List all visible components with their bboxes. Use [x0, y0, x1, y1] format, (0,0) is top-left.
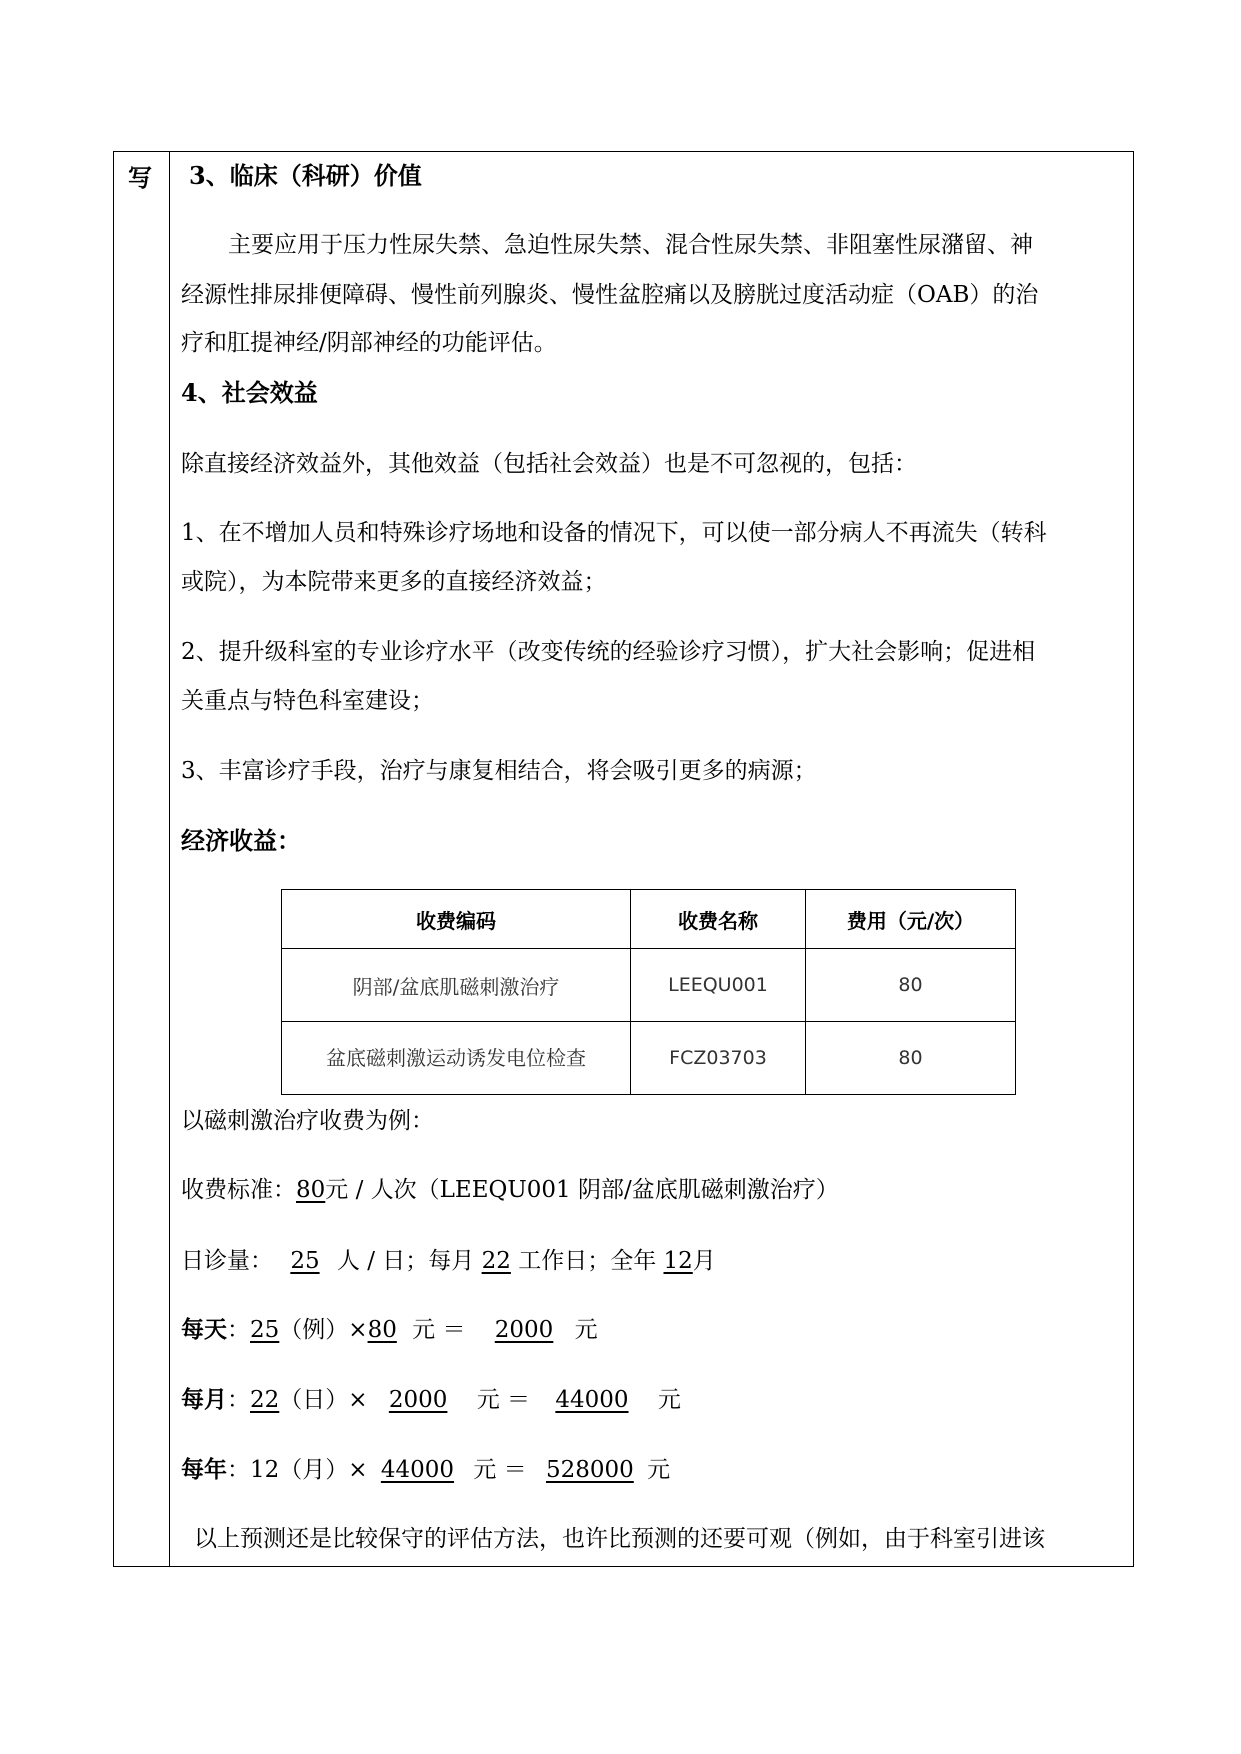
- section3-heading: 3、临床（科研）价值: [189, 161, 422, 190]
- monthly-eq: 元 ＝: [476, 1387, 531, 1413]
- standard-rest: 元 / 人次（LEEQU001 阴部/盆底肌磁刺激治疗）: [325, 1177, 839, 1203]
- section3-line-3: 疗和肛提神经/阴部神经的功能评估。: [181, 330, 557, 356]
- row2-fee: 80: [806, 1022, 1016, 1095]
- volume-workdays: 22: [481, 1248, 511, 1274]
- row2-name: FCZ03703: [631, 1022, 806, 1095]
- volume-line: [181, 1246, 716, 1276]
- section4-item1-line-1: 1、在不增加人员和特殊诊疗场地和设备的情况下，可以使一部分病人不再流失（转科: [181, 520, 1047, 546]
- section4-intro: 除直接经济效益外，其他效益（包括社会效益）也是不可忽视的，包括：: [181, 451, 917, 477]
- volume-months: 12: [663, 1248, 693, 1274]
- daily-eq: 元 ＝: [412, 1317, 466, 1343]
- yearly-eq: 元 ＝: [473, 1457, 527, 1483]
- daily-sep: ：: [227, 1317, 250, 1343]
- side-label: 写: [128, 163, 152, 192]
- monthly-line: [181, 1385, 681, 1415]
- header-fee: 费用（元/次）: [806, 890, 1016, 949]
- volume-mid1: 人 / 日；每月: [336, 1248, 475, 1274]
- yearly-result: 528000: [545, 1457, 634, 1483]
- section4-item2-line-1: 2、提升级科室的专业诊疗水平（改变传统的经验诊疗习惯），扩大社会影响；促进相: [181, 639, 1036, 665]
- conclusion-line: 以上预测还是比较保守的评估方法，也许比预测的还要可观（例如，由于科室引进该: [194, 1526, 1045, 1552]
- header-name: 收费名称: [631, 890, 806, 949]
- example-line: 以磁刺激治疗收费为例：: [181, 1108, 434, 1134]
- row1-name: LEEQU001: [631, 949, 806, 1022]
- row1-code: 阴部/盆底肌磁刺激治疗: [282, 949, 631, 1022]
- yearly-line: [181, 1455, 670, 1485]
- volume-mid2: 工作日；全年: [518, 1248, 657, 1274]
- section3-line-1: 主要应用于压力性尿失禁、急迫性尿失禁、混合性尿失禁、非阻塞性尿潴留、神: [228, 232, 1033, 258]
- daily-price: 80: [367, 1317, 397, 1343]
- daily-unit: 元: [574, 1317, 598, 1343]
- daily-cases: 25: [250, 1317, 280, 1343]
- yearly-unit: 元: [647, 1457, 671, 1483]
- fee-table: [281, 889, 1016, 1095]
- section4-item3: 3、丰富诊疗手段，治疗与康复相结合，将会吸引更多的病源；: [181, 758, 817, 784]
- monthly-result: 44000: [555, 1387, 629, 1413]
- daily-result: 2000: [494, 1317, 554, 1343]
- yearly-months: 12: [250, 1457, 280, 1483]
- section4-item1-line-2: 或院），为本院带来更多的直接经济效益；: [181, 569, 607, 595]
- standard-line: [181, 1175, 839, 1205]
- monthly-mid: （日）×: [279, 1387, 368, 1413]
- yearly-mid: （月）×: [279, 1457, 368, 1483]
- daily-line: [181, 1315, 598, 1345]
- yearly-value: 44000: [380, 1457, 455, 1483]
- monthly-unit: 元: [657, 1387, 681, 1413]
- monthly-label: 每月: [181, 1386, 227, 1413]
- section4-heading: 4、社会效益: [181, 378, 318, 407]
- standard-prefix: 收费标准：: [181, 1177, 296, 1203]
- monthly-sep: ：: [227, 1387, 250, 1413]
- fee-table-header: [282, 890, 1016, 949]
- volume-per-day: 25: [290, 1248, 320, 1274]
- yearly-sep: ：: [227, 1457, 250, 1483]
- monthly-value: 2000: [388, 1387, 448, 1413]
- daily-mid: （例）×: [279, 1317, 368, 1343]
- yearly-label: 每年: [181, 1456, 227, 1483]
- economic-heading: 经济收益：: [181, 826, 301, 855]
- standard-amount: 80: [296, 1177, 326, 1203]
- section4-item2-line-2: 关重点与特色科室建设；: [181, 688, 434, 714]
- volume-end: 月: [692, 1248, 716, 1274]
- monthly-days: 22: [250, 1387, 280, 1413]
- section3-line-2: 经源性排尿排便障碍、慢性前列腺炎、慢性盆腔痛以及膀胱过度活动症（OAB）的治: [181, 282, 1039, 308]
- table-row: [282, 949, 1016, 1022]
- volume-prefix: 日诊量：: [181, 1248, 273, 1274]
- column-divider: [169, 152, 170, 1566]
- table-row: [282, 1022, 1016, 1095]
- row2-code: 盆底磁刺激运动诱发电位检查: [282, 1022, 631, 1095]
- daily-label: 每天: [181, 1316, 227, 1343]
- header-code: 收费编码: [282, 890, 631, 949]
- form-frame: [113, 151, 1134, 1567]
- row1-fee: 80: [806, 949, 1016, 1022]
